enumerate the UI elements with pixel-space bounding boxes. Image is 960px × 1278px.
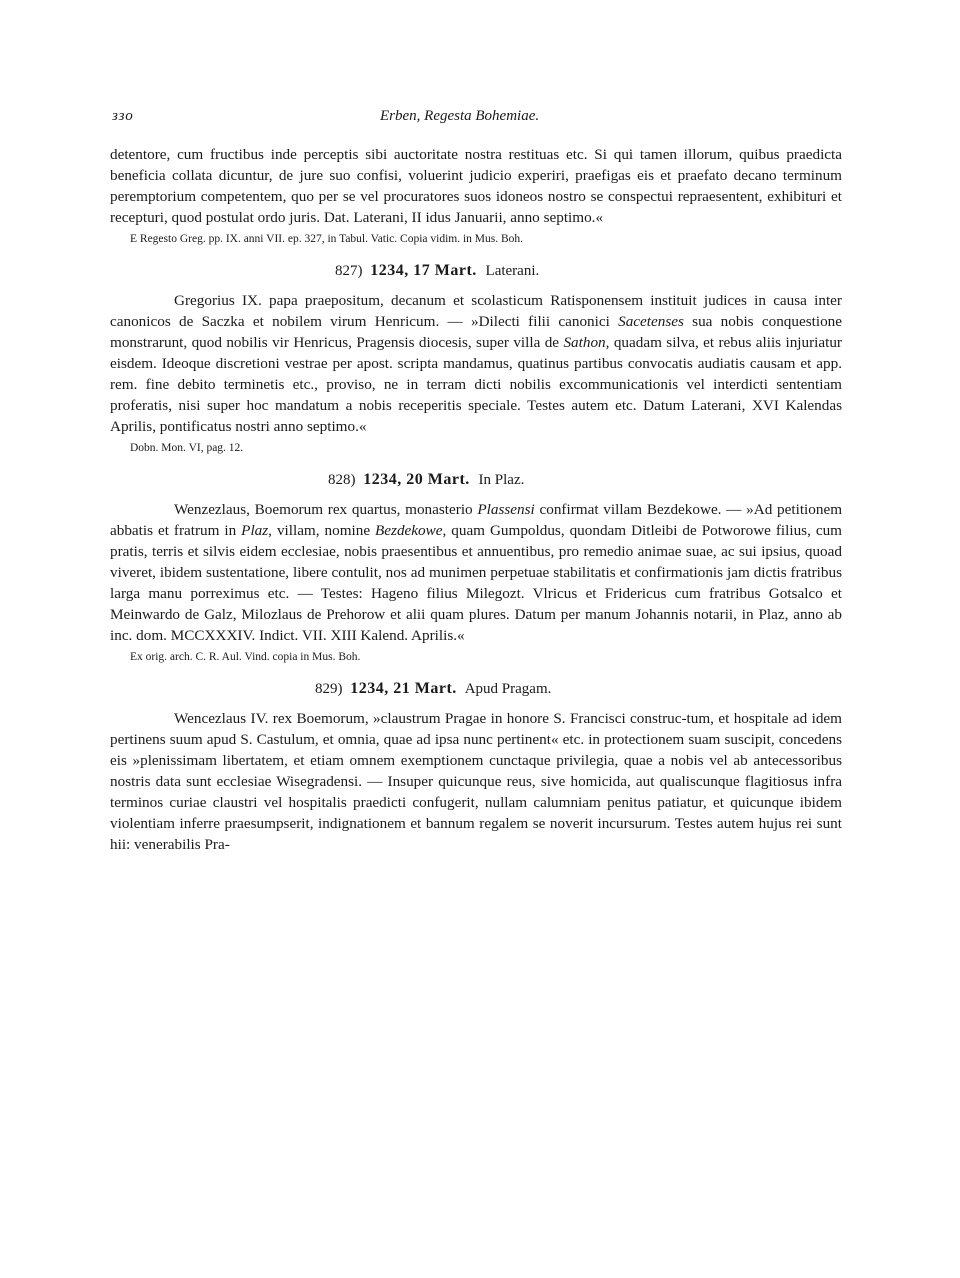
- entry-text-segment: Sacetenses: [618, 313, 684, 330]
- entry-number: 828): [328, 472, 356, 488]
- entry-place: Apud Pragam.: [464, 681, 552, 697]
- entry-text-segment: Sathon,: [563, 334, 610, 351]
- entry-text-segment: Wencezlaus IV. rex Boemorum, »claustrum Pragae in honore S. Francisci construc-tum, et hospitale ad idem pertinens suum apud S. Castulum, et omnia, quae ad ipsa nunc pertinent« etc. in protectionem suam suscipit, concedens eis »plenissimam libertatem, et etiam omnem exemptionem cunctaque privilegia, quae a nobis vel ab antecessoribus nostris data sunt ecclesiae Wisegradensi. — Insuper quicunque reus, sive homicida, aut qualiscunque flagitiosus infra terminos curiae claustri vel hospitalis praedicti confugerit, nullam calumniam penitus patiatur, et quicunque ibidem violentiam inferre praesumpserit, indignationem et bannum regalem se noverit incursurum. Testes autem hujus rei sunt hii: venerabilis Pra-: [110, 710, 842, 853]
- page-number: ззо: [112, 108, 134, 124]
- entry-date: 1234, 20 Mart.: [363, 471, 470, 488]
- entry-heading-827: [335, 260, 842, 282]
- entry-source-828: Ex orig. arch. C. R. Aul. Vind. copia in Mus. Boh.: [130, 651, 361, 663]
- entry-place: Laterani.: [485, 263, 540, 279]
- entry-source-827: Dobn. Mon. VI, pag. 12.: [130, 442, 244, 454]
- page-header: [112, 108, 842, 132]
- entry-place: In Plaz.: [478, 472, 525, 488]
- entry-text-segment: confirmat villam Bezdekowe. — »Ad petitionem abbatis et fratrum in: [110, 501, 843, 539]
- entry-text-segment: sua nobis conquestione monstrarunt, quod nobilis vir Henricus, Pragensis diocesis, super villa de: [110, 313, 842, 351]
- entry-text-segment: Wenzezlaus, Boemorum rex quartus, monasterio: [174, 501, 478, 518]
- entry-number: 829): [315, 681, 343, 697]
- entry-heading-828: [328, 469, 842, 491]
- entry-text-829: [110, 708, 842, 855]
- entry-text-segment: Plaz,: [241, 522, 272, 539]
- entry-number: 827): [335, 263, 363, 279]
- continuation-text: detentore, cum fructibus inde perceptis sibi auctoritate nostra restituas etc. Si qui tamen illorum, quibus praedicta beneficia collata dicuntur, de jure suo confisi, voluerint judicio experiri, praefigas eis et praefato decano terminum peremptorium competentem, quo per se vel procuratores suos idoneos nostro se conspectui repraesentent, exhibituri et recepturi, quod postulat ordo juris. Dat. Laterani, II idus Januarii, anno septimo.«: [110, 146, 842, 226]
- entry-heading-829: [315, 678, 842, 700]
- entry-date: 1234, 17 Mart.: [370, 262, 477, 279]
- running-title: Erben, Regesta Bohemiae.: [380, 108, 540, 124]
- entry-text-segment: villam, nomine: [271, 522, 376, 539]
- entry-date: 1234, 21 Mart.: [350, 680, 457, 697]
- page-body: [110, 144, 842, 855]
- entry-text-828: [110, 499, 842, 646]
- entry-text-segment: quadam silva, et rebus aliis injuriatur eisdem. Ideoque discretioni vestrae per apost. scripta mandamus, quatinus partibus convocatis audiatis causam et app. rem. fine debito terminetis etc., proviso, ne in terram dicti nobilis excommunicationis vel interdicti sententiam proferatis, nisi super hoc mandatum a nobis receperitis speciale. Testes autem etc. Datum Laterani, XVI Kalendas Aprilis, pontificatus nostri anno septimo.«: [110, 334, 842, 435]
- entry-text-segment: Gregorius IX. papa praepositum, decanum et scolasticum Ratisponensem instituit judices in causa inter canonicos de Saczka et nobilem virum Henricum. — »Dilecti filii canonici: [110, 292, 842, 330]
- entry-text-segment: Plassensi: [477, 501, 535, 518]
- entry-text-segment: Bezdekowe,: [375, 522, 447, 539]
- entry-text-segment: quam Gumpoldus, quondam Ditleibi de Potworowe filius, cum pratis, terris et silvis eidem ecclesiae, nobis praesentibus et annuentibus, pro remedio animae suae, ac sui ipsius, quoad viveret, ibidem sustentatione, libere contulit, nos ad munimen perpetuae stabilitatis et confirmationis jam dictis fratribus larga manu porreximus etc. — Testes: Hageno filius Milegozt. Vlricus et Fridericus cum fratribus Gotsalco et Meinwardo de Galz, Milozlaus de Prehorow et alii quam plures. Datum per manum Johannis notarii, in Plaz, anno ab inc. dom. MCCXXXIV. Indict. VII. XIII Kalend. Aprilis.«: [110, 522, 842, 644]
- entry-text-827: [110, 290, 842, 437]
- continuation-source: E Regesto Greg. pp. IX. anni VII. ep. 327, in Tabul. Vatic. Copia vidim. in Mus. Boh.: [130, 233, 524, 245]
